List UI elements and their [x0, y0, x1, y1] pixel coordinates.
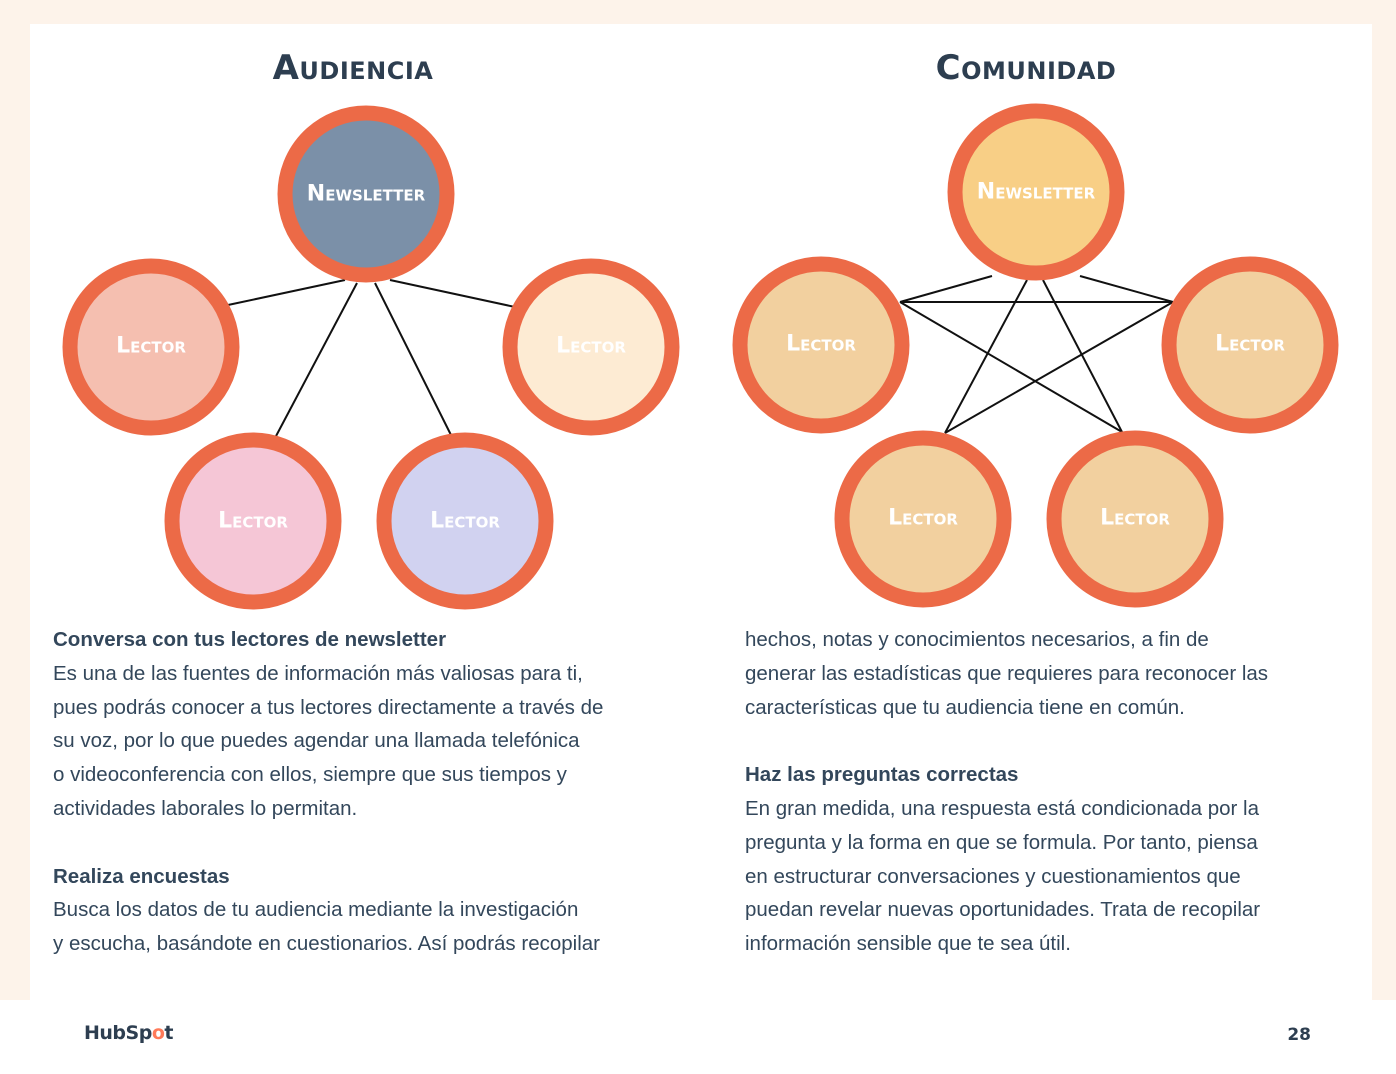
- body-line: pregunta y la forma en que se formula. Por tanto, piensa: [745, 830, 1258, 854]
- body-line: su voz, por lo que puedes agendar una llamada telefónica: [53, 729, 580, 753]
- audiencia-reader-label-3: Lector: [218, 508, 288, 534]
- logo-prefix: HubSp: [84, 1022, 152, 1044]
- body-line: hechos, notas y conocimientos necesarios, a fin de: [745, 628, 1209, 651]
- section-heading-encuestas: Realiza encuestas: [53, 864, 230, 888]
- body-line: actividades laborales lo permitan.: [53, 796, 358, 820]
- comunidad-line-6: [900, 276, 992, 302]
- audiencia-line-4: [375, 283, 452, 437]
- comunidad-center-label: Newsletter: [976, 179, 1096, 205]
- comunidad-reader-label-2: Lector: [1215, 331, 1285, 357]
- audiencia-center-label: Newsletter: [306, 181, 426, 207]
- comunidad-title: Comunidad: [935, 48, 1117, 88]
- paragraph-gap: [745, 724, 1385, 758]
- section-heading-preguntas: Haz las preguntas correctas: [745, 763, 1019, 787]
- body-line: o videoconferencia con ellos, siempre que sus tiempos y: [53, 763, 567, 787]
- audiencia-reader-label-4: Lector: [430, 508, 500, 534]
- body-line: Busca los datos de tu audiencia mediante la investigación: [53, 898, 579, 922]
- audiencia-connections: [228, 280, 515, 438]
- footer-bar: [0, 1000, 1396, 1074]
- right-text-column: [745, 623, 1385, 961]
- hubspot-logo: [84, 1022, 173, 1044]
- body-line: generar las estadísticas que requieres para reconocer las: [745, 661, 1269, 685]
- comunidad-reader-label-4: Lector: [1100, 505, 1170, 531]
- comunidad-reader-label-3: Lector: [888, 505, 958, 531]
- left-text-column: [53, 623, 693, 961]
- audiencia-line-2: [390, 280, 515, 307]
- body-line: características que tu audiencia tiene en común.: [745, 695, 1185, 719]
- section-heading-conversa: Conversa con tus lectores de newsletter: [53, 628, 447, 651]
- body-line: información sensible que te sea útil.: [745, 932, 1071, 956]
- audiencia-reader-label-1: Lector: [116, 333, 186, 359]
- body-line: y escucha, basándote en cuestionarios. Así podrás recopilar: [53, 932, 600, 956]
- body-line: En gran medida, una respuesta está condicionada por la: [745, 796, 1259, 820]
- paragraph-gap: [53, 826, 693, 860]
- logo-sprocket-o: o: [151, 1022, 165, 1044]
- comunidad-line-7: [1080, 276, 1173, 302]
- audiencia-title: Audiencia: [272, 48, 434, 88]
- comunidad-reader-label-1: Lector: [786, 331, 856, 357]
- page-number: 28: [1287, 1025, 1311, 1045]
- logo-suffix: t: [164, 1022, 173, 1044]
- audiencia-line-1: [228, 280, 345, 305]
- audiencia-line-3: [275, 283, 357, 438]
- body-line: Es una de las fuentes de información más valiosas para ti,: [53, 661, 583, 685]
- comunidad-connections: [900, 276, 1173, 433]
- audiencia-reader-label-2: Lector: [556, 333, 626, 359]
- body-line: pues podrás conocer a tus lectores directamente a través de: [53, 695, 604, 719]
- body-line: en estructurar conversaciones y cuestionamientos que: [745, 864, 1241, 888]
- body-line: puedan revelar nuevas oportunidades. Trata de recopilar: [745, 898, 1261, 922]
